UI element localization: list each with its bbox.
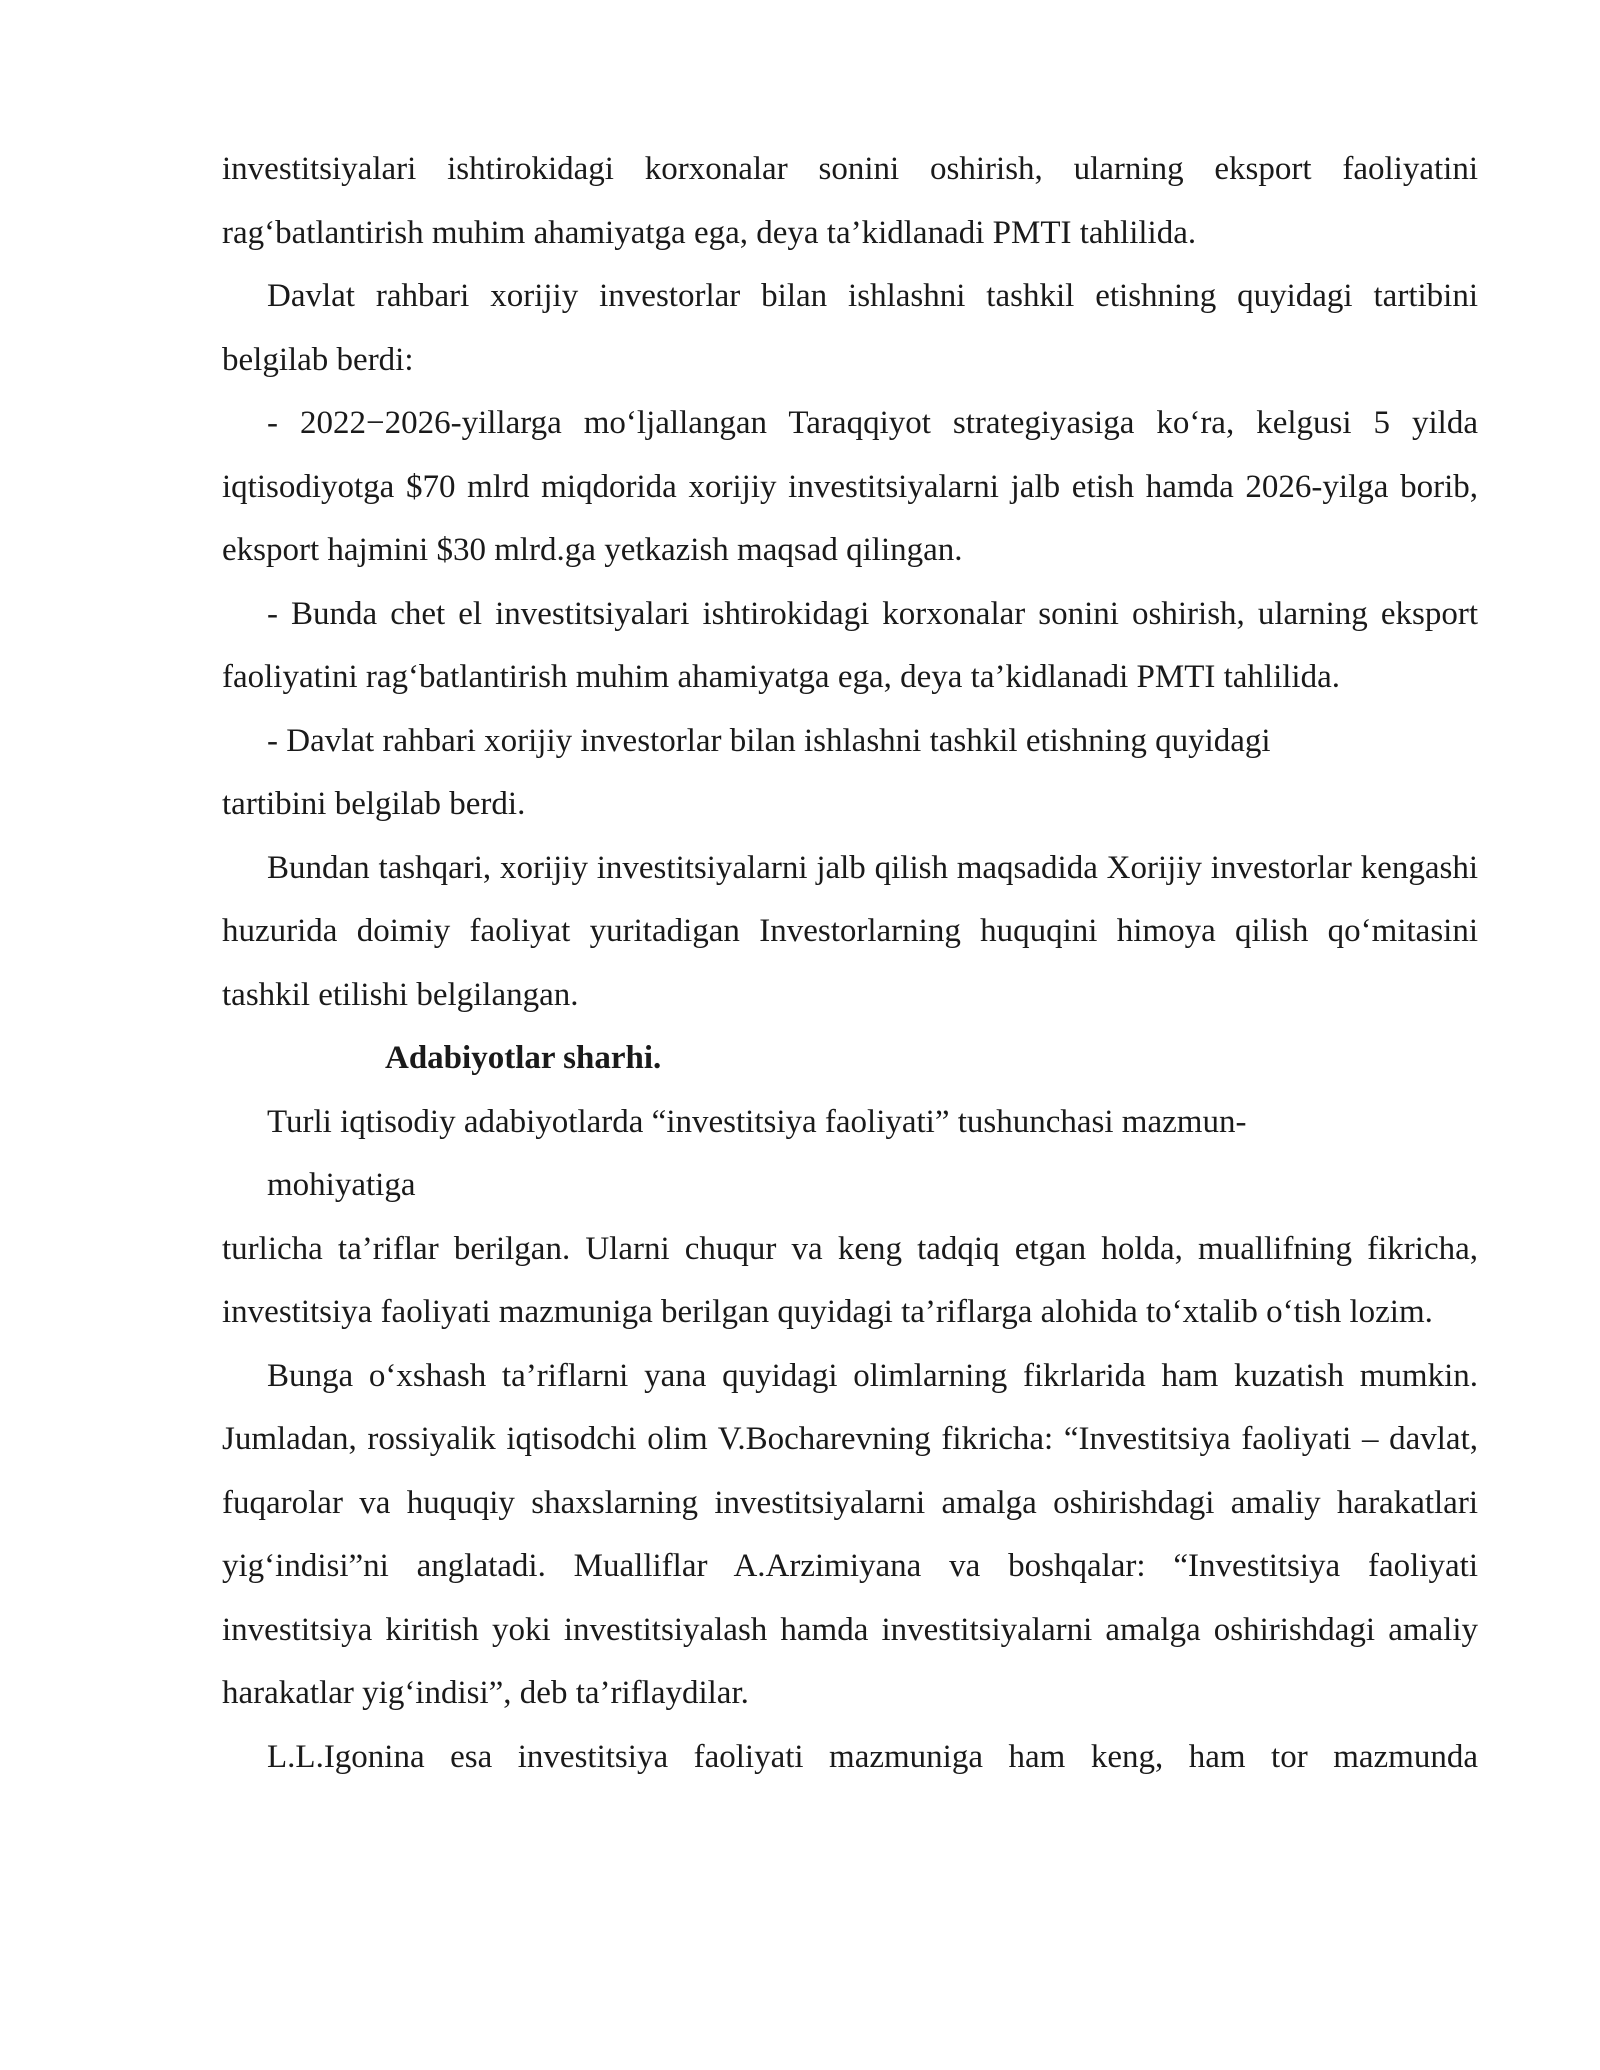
paragraph-strategy-item: - 2022−2026-yillarga mo‘ljallangan Taraqqiyot strategiyasiga ko‘ra, kelgusi 5 yilda iqtisodiyotga $70 mlrd miqdorida xorijiy investitsiyalarni jalb etish hamda 2026-yilga borib, eksport hajmini $30 mlrd.ga yetkazish maqsad qilingan. [222,405,1478,568]
section-heading: Adabiyotlar sharhi. [385,1040,662,1076]
paragraph-president-order: Davlat rahbari xorijiy investorlar bilan ishlashni tashkil etishning quyidagi tartibini belgilab berdi: [222,278,1478,378]
paragraph-scholars-views: Bunga o‘xshash ta’riflarni yana quyidagi olimlarning fikrlarida ham kuzatish mumkin. Jumladan, rossiyalik iqtisodchi olim V.Bocharevning fikricha: “Investitsiya faoliyati – davlat, fuqarolar va huquqiy shaxslarning investitsiyalarni amalga oshirishdagi amaliy harakatlari yig‘indisi”ni anglatadi. Mualliflar A.Arzimiyana va boshqalar: “Investitsiya faoliyati investitsiya kiritish yoki investitsiyalash hamda investitsiyalarni amalga oshirishdagi amaliy harakatlar yig‘indisi”, deb ta’riflaydilar. [222,1357,1478,1711]
paragraph-foreign-enterprises-item: - Bunda chet el investitsiyalari ishtirokidagi korxonalar sonini oshirish, ularning eksport faoliyatini rag‘batlantirish muhim ahamiyatga ega, deya ta’kidlanadi PMTI tahlilida. [222,595,1478,695]
document-page [222,138,1478,1789]
paragraph-definitions-line2: mohiyatiga [267,1167,416,1203]
paragraph-igonina: L.L.Igonina esa investitsiya faoliyati mazmuniga ham keng, ham tor mazmunda [267,1738,1478,1775]
paragraph-president-item-line2: tartibini belgilab berdi. [222,786,526,822]
paragraph-investor-committee: Bundan tashqari, xorijiy investitsiyalarni jalb qilish maqsadida Xorijiy investorlar kengashi huzurida doimiy faoliyat yuritadigan Investorlarning huquqini himoya qilish qo‘mitasini tashkil etilishi belgilangan. [222,849,1478,1013]
paragraph-intro-continuation: investitsiyalari ishtirokidagi korxonalar sonini oshirish, ularning eksport faoliyatini rag‘batlantirish muhim ahamiyatga ega, deya ta’kidlanadi PMTI tahlilida. [222,151,1478,251]
paragraph-president-item-line1: - Davlat rahbari xorijiy investorlar bilan ishlashni tashkil etishning quyidagi [267,722,1271,759]
paragraph-definitions-rest: turlicha ta’riflar berilgan. Ularni chuqur va keng tadqiq etgan holda, muallifning fikricha, investitsiya faoliyati mazmuniga berilgan quyidagi ta’riflarga alohida to‘xtalib o‘tish lozim. [222,1230,1478,1330]
paragraph-definitions-line1: Turli iqtisodiy adabiyotlarda “investitsiya faoliyati” tushunchasi mazmun- [267,1103,1247,1140]
